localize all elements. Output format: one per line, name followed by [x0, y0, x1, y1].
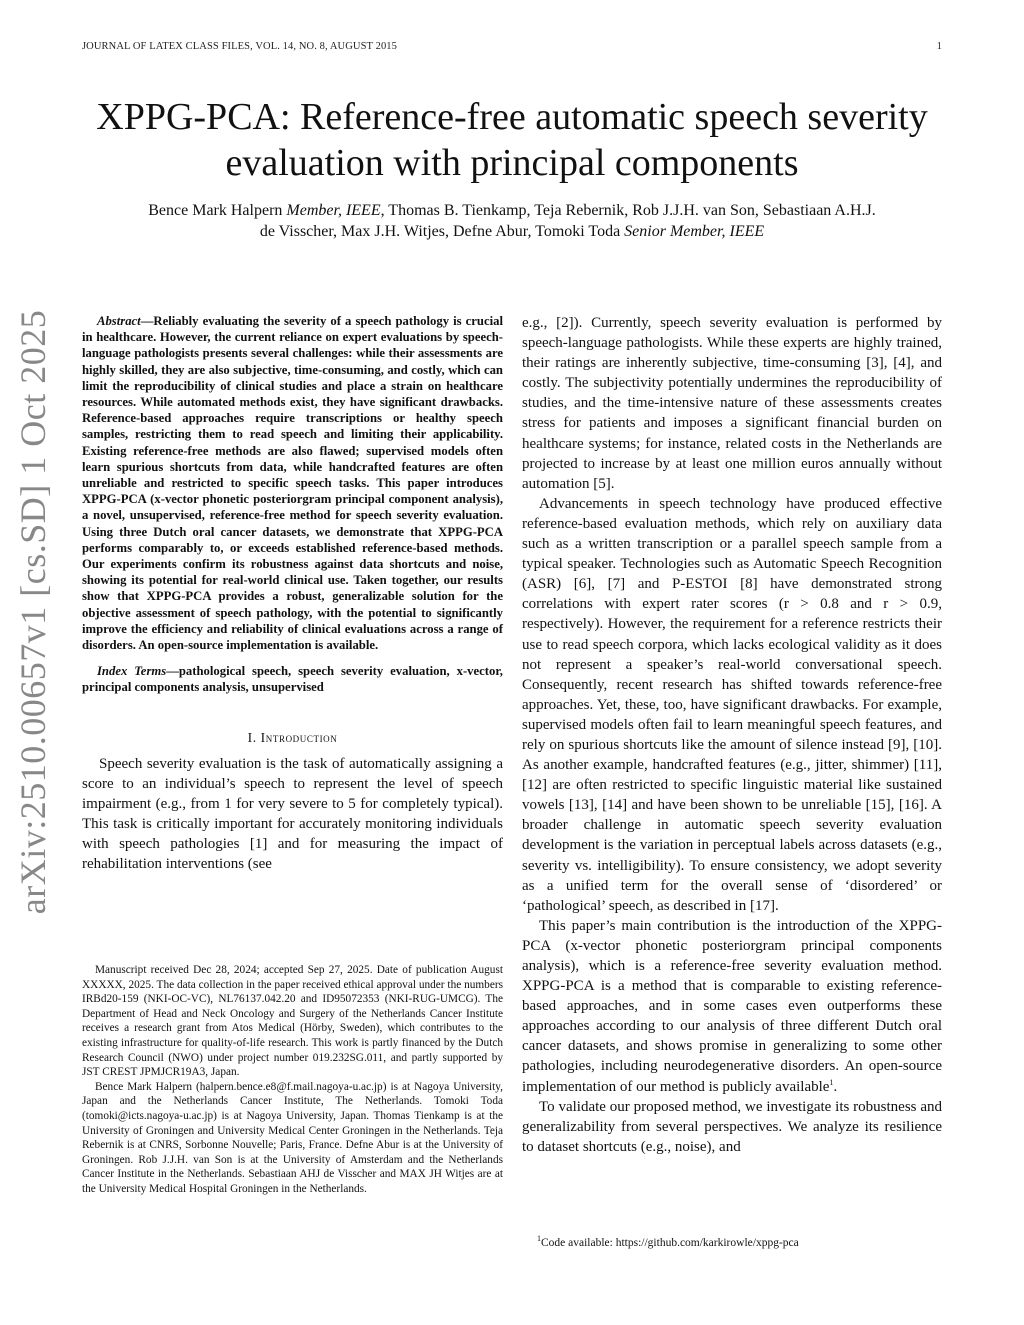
code-footnote [537, 1236, 942, 1251]
author-names-2: de Visscher, Max J.H. Witjes, Defne Abur, Tomoki Toda [259, 223, 625, 240]
right-paragraph-4: To validate our proposed method, we investigate its robustness and generalizability from several perspectives. We analyze its resilience to dataset shortcuts (e.g., noise), and [522, 1098, 942, 1155]
index-terms [82, 663, 503, 695]
author-role-2: Senior Member, IEEE [624, 223, 765, 240]
right-paragraph-1: e.g., [2]). Currently, speech severity evaluation is performed by speech-language pathologists. While these experts are highly trained, their ratings are inherently subjective, time-consuming [3], [4], and costly. The subjectivity potentially undermines the reproducibility of studies, and the time-intensive nature of these assessments creates stress for patients and imposes a significant financial burden on healthcare systems; for instance, related costs in the Netherlands are projected to increase by at least one million euros annually without automation [5]. [522, 315, 942, 492]
right-paragraph-2: Advancements in speech technology have produced effective reference-based evaluation methods, which rely on auxiliary data such as a written transcription or a parallel speech sample from a typical speaker. Technologies such as Automatic Speech Recognition (ASR) [6], [7] and P-ESTOI [8] have demonstrated strong correlations with expert rater scores (r > 0.8 and r > 0.9, respectively). However, the requirement for a reference restricts their use to read speech corpora, which lacks ecological validity as it does not represent a speaker’s real-world conversational speech. Consequently, recent research has shifted towards reference-free approaches. Yet, these, too, have significant drawbacks. For example, supervised models often fail to learn meaningful speech features, and rely on spurious shortcuts like the amount of silence instead [9], [10]. As another example, handcrafted features (e.g., jitter, shimmer) [11], [12] are often restricted to specific linguistic material like sustained vowels [13], [14] and have been shown to be unreliable [15], [16]. A broader challenge in automatic speech severity evaluation development is the variation in perceptual labels across datasets (e.g., severity vs. intelligibility). To ensure consistency, we adopt severity as a unified term for the overall sense of ‘disordered’ or ‘pathological’ speech, as described in [17]. [522, 495, 942, 914]
running-head-text: JOURNAL OF LATEX CLASS FILES, VOL. 14, NO. 8, AUGUST 2015 [82, 41, 397, 52]
intro-paragraph-1: Speech severity evaluation is the task of automatically assigning a score to an individual’s speech to represent the level of speech impairment (e.g., from 1 for very severe to 5 for completely typical). This task is critically important for accurately monitoring individuals with speech pathologies [1] and for measuring the impact of rehabilitation interventions (see [82, 755, 503, 873]
footnote-marker[interactable]: 1 [829, 1077, 834, 1087]
index-terms-text: —pathological speech, speech severity evaluation, x-vector, principal components analysis, unsupervised [82, 664, 503, 695]
arxiv-identifier-stamp[interactable]: arXiv:2510.00657v1 [cs.SD] 1 Oct 2025 [13, 309, 53, 915]
paper-title: XPPG-PCA: Reference-free automatic speech severity evaluation with principal components [96, 96, 928, 184]
right-paragraph-3-text: This paper’s main contribution is the introduction of the XPPG-PCA (x-vector phonetic posteriorgram principal components analysis), which is a reference-free severity evaluation method. XPPG-PCA is a method that is comparable to existing reference-based approaches, and in some cases even outperforms these approaches according to our analysis of three different Dutch oral cancer datasets, and shows promise in generalizing to some other pathologies, including neurodegenerative disorders. An open-source implementation of our method is publicly available [522, 917, 942, 1095]
page-number: 1 [936, 41, 942, 52]
left-column [82, 313, 503, 874]
section-heading-introduction: I. Introduction [247, 729, 338, 745]
author-list [70, 200, 954, 242]
author-line-1 [70, 200, 954, 221]
author-line-2 [70, 221, 954, 242]
author-names-1: Bence Mark Halpern [148, 202, 287, 219]
index-terms-label: Index Terms [97, 664, 167, 679]
right-paragraph-3 [522, 916, 942, 1097]
footnotes [82, 963, 503, 1197]
right-column [522, 313, 942, 1157]
right-paragraph-3-end: . [833, 1078, 838, 1095]
abstract-label: Abstract [97, 314, 141, 328]
code-footnote-marker: 1 [537, 1234, 541, 1244]
running-head [82, 41, 942, 52]
abstract [82, 313, 503, 653]
code-footnote-text[interactable]: Code available: https://github.com/karkirowle/xppg-pca [541, 1237, 799, 1249]
author-role-1: Member, IEEE [286, 202, 381, 219]
manuscript-footnote: Manuscript received Dec 28, 2024; accepted Sep 27, 2025. Date of publication August XXXXX, 2025. The data collection in the paper received ethical approval under the numbers IRBd20-159 (NKI-OC-VC), NL76137.042.20 and ID95072353 (NKI-RUG-UMCG). The Department of Head and Neck Oncology and Surgery of the Netherlands Cancer Institute receives a research grant from Atos Medical (Hörby, Sweden), which contributes to the existing infrastructure for quality-of-life research. This work is partly financed by the Dutch Research Council (NWO) under project number 019.232SG.011, and partly supported by JST CREST JPMJCR19A3, Japan. [82, 964, 503, 1079]
author-names-1b: , Thomas B. Tienkamp, Teja Rebernik, Rob J.J.H. van Son, Sebastiaan A.H.J. [380, 202, 876, 219]
affiliation-footnote: Bence Mark Halpern (halpern.bence.e8@f.mail.nagoya-u.ac.jp) is at Nagoya University, Japan and the Netherlands Cancer Institute, The Netherlands. Tomoki Toda (tomoki@icts.nagoya-u.ac.jp) is at Nagoya University, Japan. Thomas Tienkamp is at the University of Groningen and University Medical Center Groningen in the Netherlands. Teja Rebernik is at CNRS, Sorbonne Nouvelle; Paris, France. Defne Abur is at the University of Groningen. Rob J.J.H. van Son is at the University of Amsterdam and the Netherlands Cancer Institute in the Netherlands. Sebastiaan AHJ de Visscher and MAX JH Witjes are at the University Medical Hospital Groningen in the Netherlands. [82, 1080, 503, 1195]
abstract-text: —Reliably evaluating the severity of a speech pathology is crucial in healthcare. However, the current reliance on expert evaluations by speech-language pathologists presents several challenges: while their assessments are highly skilled, they are also subjective, time-consuming, and costly, which can limit the reproducibility of clinical studies and place a strain on healthcare resources. While automated methods exist, they have significant drawbacks. Reference-based approaches require transcriptions or healthy speech samples, restricting them to read speech and limiting their applicability. Existing reference-free methods are also flawed; supervised models often learn spurious shortcuts from data, while handcrafted features are often unreliable and restricted to specific speech tasks. This paper introduces XPPG-PCA (x-vector phonetic posteriorgram principal component analysis), a novel, unsupervised, reference-free method for speech severity evaluation. Using three Dutch oral cancer datasets, we demonstrate that XPPG-PCA performs comparably to, or exceeds established reference-based methods. Our experiments confirm its robustness against data shortcuts and noise, showing its potential for real-world clinical use. Taken together, our results show that XPPG-PCA provides a robust, generalizable solution for the objective assessment of speech pathology, with the potential to significantly improve the efficiency and reliability of clinical evaluations across a range of disorders. An open-source implementation is available. [82, 314, 503, 653]
